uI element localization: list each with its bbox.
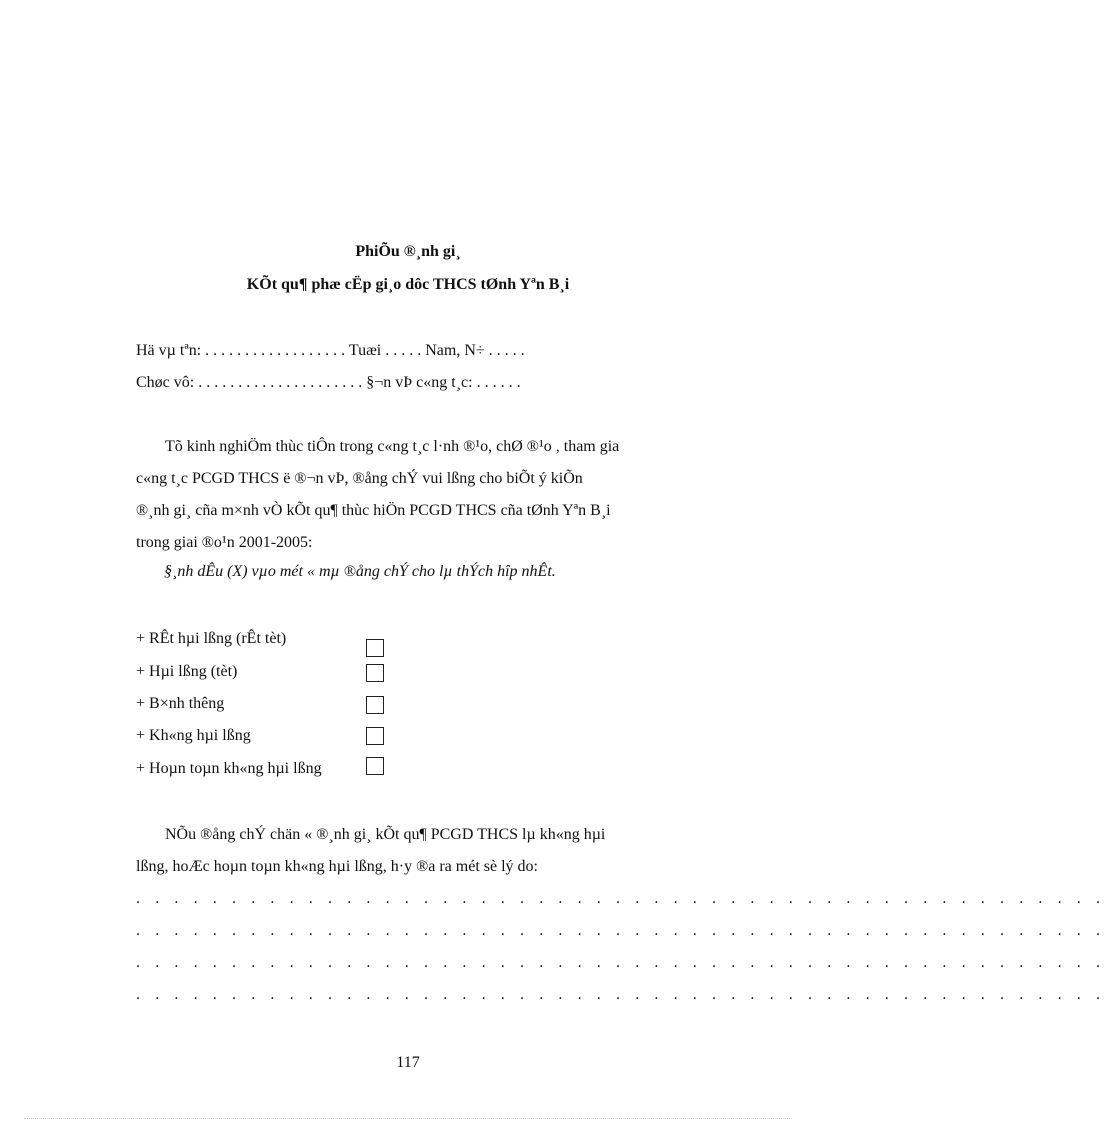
followup-paragraph bbox=[136, 819, 720, 883]
page-bottom-divider bbox=[24, 1118, 792, 1119]
reason-line-2[interactable]: . . . . . . . . . . . . . . . . . . . . . . . . . . . . . . . . . . . . . . . . . . . . . . . . . . . bbox=[136, 922, 1106, 939]
intro-paragraph bbox=[136, 431, 720, 559]
followup-line-1: NÕu ®ång chÝ chän « ®¸nh gi¸ kÕt qu¶ PCGD THCS lµ kh«ng hµi bbox=[165, 826, 606, 843]
form-title: PhiÕu ®¸nh gi¸ bbox=[355, 243, 461, 260]
form-subtitle: KÕt qu¶ phæ cËp gi¸o dôc THCS tØnh Yªn B¸i bbox=[246, 276, 570, 293]
intro-line-2: c«ng t¸c PCGD THCS ë ®¬n vÞ, ®ång chÝ vui lßng cho biÕt ý kiÕn bbox=[136, 470, 583, 487]
instruction-text: §¸nh dÊu (X) vµo mét « mµ ®ång chÝ cho lµ thÝch hîp nhÊt. bbox=[164, 563, 556, 580]
reason-line-4[interactable]: . . . . . . . . . . . . . . . . . . . . . . . . . . . . . . . . . . . . . . . . . . . . . . . . . . . bbox=[136, 986, 1106, 1003]
option-totally-unsatisfied-label: + Hoµn toµn kh«ng hµi lßng bbox=[136, 760, 322, 777]
intro-line-1: Tõ kinh nghiÖm thùc tiÔn trong c«ng t¸c l·nh ®¹o, chØ ®¹o , tham gia bbox=[165, 438, 620, 455]
position-workplace-field: Chøc vô: . . . . . . . . . . . . . . . . . . . . . §¬n vÞ c«ng t¸c: . . . . . . bbox=[136, 374, 521, 391]
name-age-gender-field: Hä vµ tªn: . . . . . . . . . . . . . . . . . . Tuæi . . . . . Nam, N÷ . . . . . bbox=[136, 342, 525, 359]
option-very-satisfied-label: + RÊt hµi lßng (rÊt tèt) bbox=[136, 630, 287, 647]
option-normal-label: + B×nh thêng bbox=[136, 695, 225, 712]
option-satisfied-label: + Hµi lßng (tèt) bbox=[136, 663, 238, 680]
reason-line-3[interactable]: . . . . . . . . . . . . . . . . . . . . . . . . . . . . . . . . . . . . . . . . . . . . . . . . . . . bbox=[136, 954, 1106, 971]
option-normal-checkbox[interactable] bbox=[366, 696, 384, 714]
option-very-satisfied-checkbox[interactable] bbox=[366, 639, 384, 657]
reason-line-1[interactable]: . . . . . . . . . . . . . . . . . . . . . . . . . . . . . . . . . . . . . . . . . . . . . . . . . . . bbox=[136, 890, 1106, 907]
option-satisfied-checkbox[interactable] bbox=[366, 664, 384, 682]
followup-line-2: lßng, hoÆc hoµn toµn kh«ng hµi lßng, h·y ®a ra mét sè lý do: bbox=[136, 858, 538, 875]
intro-line-3: ®¸nh gi¸ cña m×nh vÒ kÕt qu¶ thùc hiÖn PCGD THCS cña tØnh Yªn B¸i bbox=[136, 502, 611, 519]
option-unsatisfied-label: + Kh«ng hµi lßng bbox=[136, 727, 251, 744]
page-number: 117 bbox=[396, 1054, 420, 1071]
option-totally-unsatisfied-checkbox[interactable] bbox=[366, 757, 384, 775]
intro-line-4: trong giai ®o¹n 2001-2005: bbox=[136, 534, 313, 551]
option-unsatisfied-checkbox[interactable] bbox=[366, 727, 384, 745]
